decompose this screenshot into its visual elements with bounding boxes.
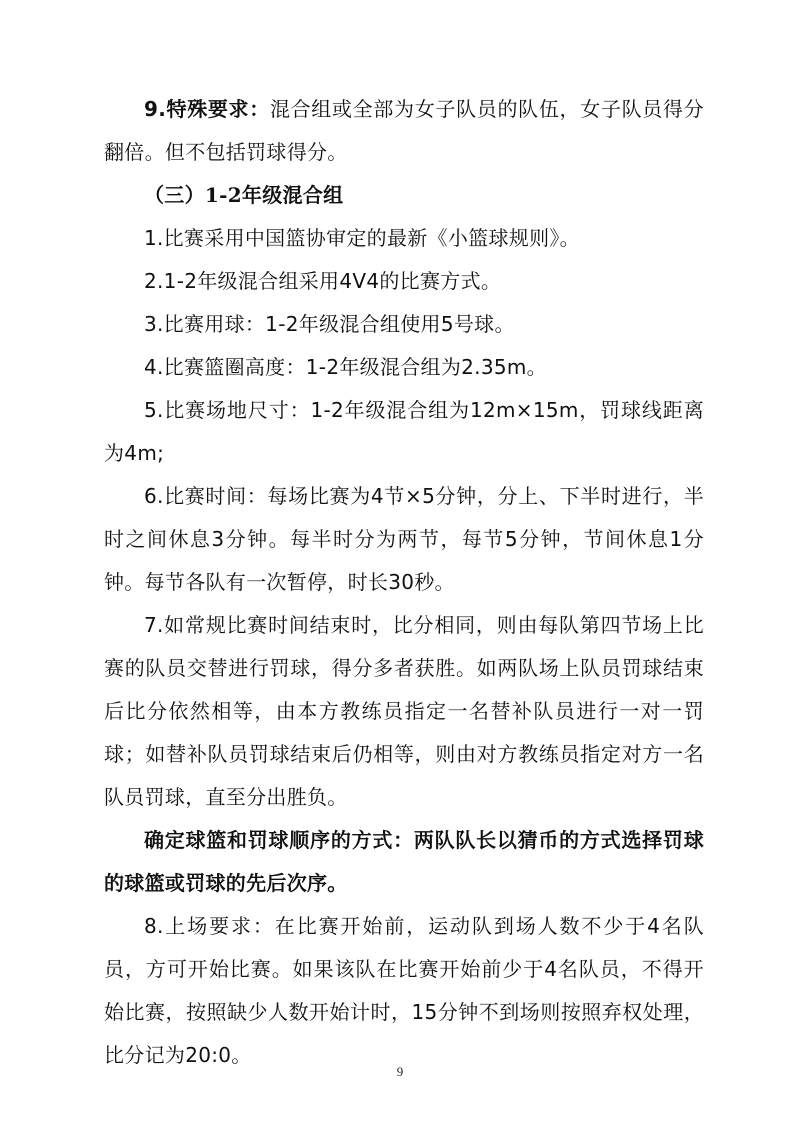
section-title: （三）1-2年级混合组	[144, 183, 344, 207]
paragraph-6: 6.比赛时间：每场比赛为4节×5分钟，分上、下半时进行，半时之间休息3分钟。每半时分为两节，每节5分钟，节间休息1分钟。每节各队有一次暂停，时长30秒。	[104, 484, 704, 594]
paragraph-4: 4.比赛篮圈高度：1-2年级混合组为2.35m。	[144, 355, 547, 379]
paragraph-9-body: 混合组或全部为女子队员的队伍，女子队员得分翻倍。但不包括罚球得分。	[104, 97, 704, 164]
paragraph-1: 1.比赛采用中国篮协审定的最新《小篮球规则》。	[144, 226, 580, 250]
paragraph-5: 5.比赛场地尺寸：1-2年级混合组为12m×15m，罚球线距离为4m;	[104, 398, 704, 465]
paragraph-8: 8.上场要求：在比赛开始前，运动队到场人数不少于4名队员，方可开始比赛。如果该队在比赛开始前少于4名队员，不得开始比赛，按照缺少人数开始计时，15分钟不到场则按照弃权处理，比分记为20:0。	[104, 914, 704, 1067]
paragraph-9-lead: 9.特殊要求：	[144, 97, 270, 121]
paragraph-3: 3.比赛用球：1-2年级混合组使用5号球。	[144, 312, 515, 336]
paragraph-basket-order: 确定球篮和罚球顺序的方式：两队队长以猜币的方式选择罚球的球篮或罚球的先后次序。	[104, 828, 704, 895]
paragraph-9-special-requirements	[104, 88, 704, 174]
page-number: 9	[396, 1064, 404, 1079]
paragraph-7: 7.如常规比赛时间结束时，比分相同，则由每队第四节场上比赛的队员交替进行罚球，得分多者获胜。如两队场上队员罚球结束后比分依然相等，由本方教练员指定一名替补队员进行一对一罚球；如替补队员罚球结束后仍相等，则由对方教练员指定对方一名队员罚球，直至分出胜负。	[104, 613, 704, 809]
paragraph-2: 2.1-2年级混合组采用4V4的比赛方式。	[144, 269, 502, 293]
